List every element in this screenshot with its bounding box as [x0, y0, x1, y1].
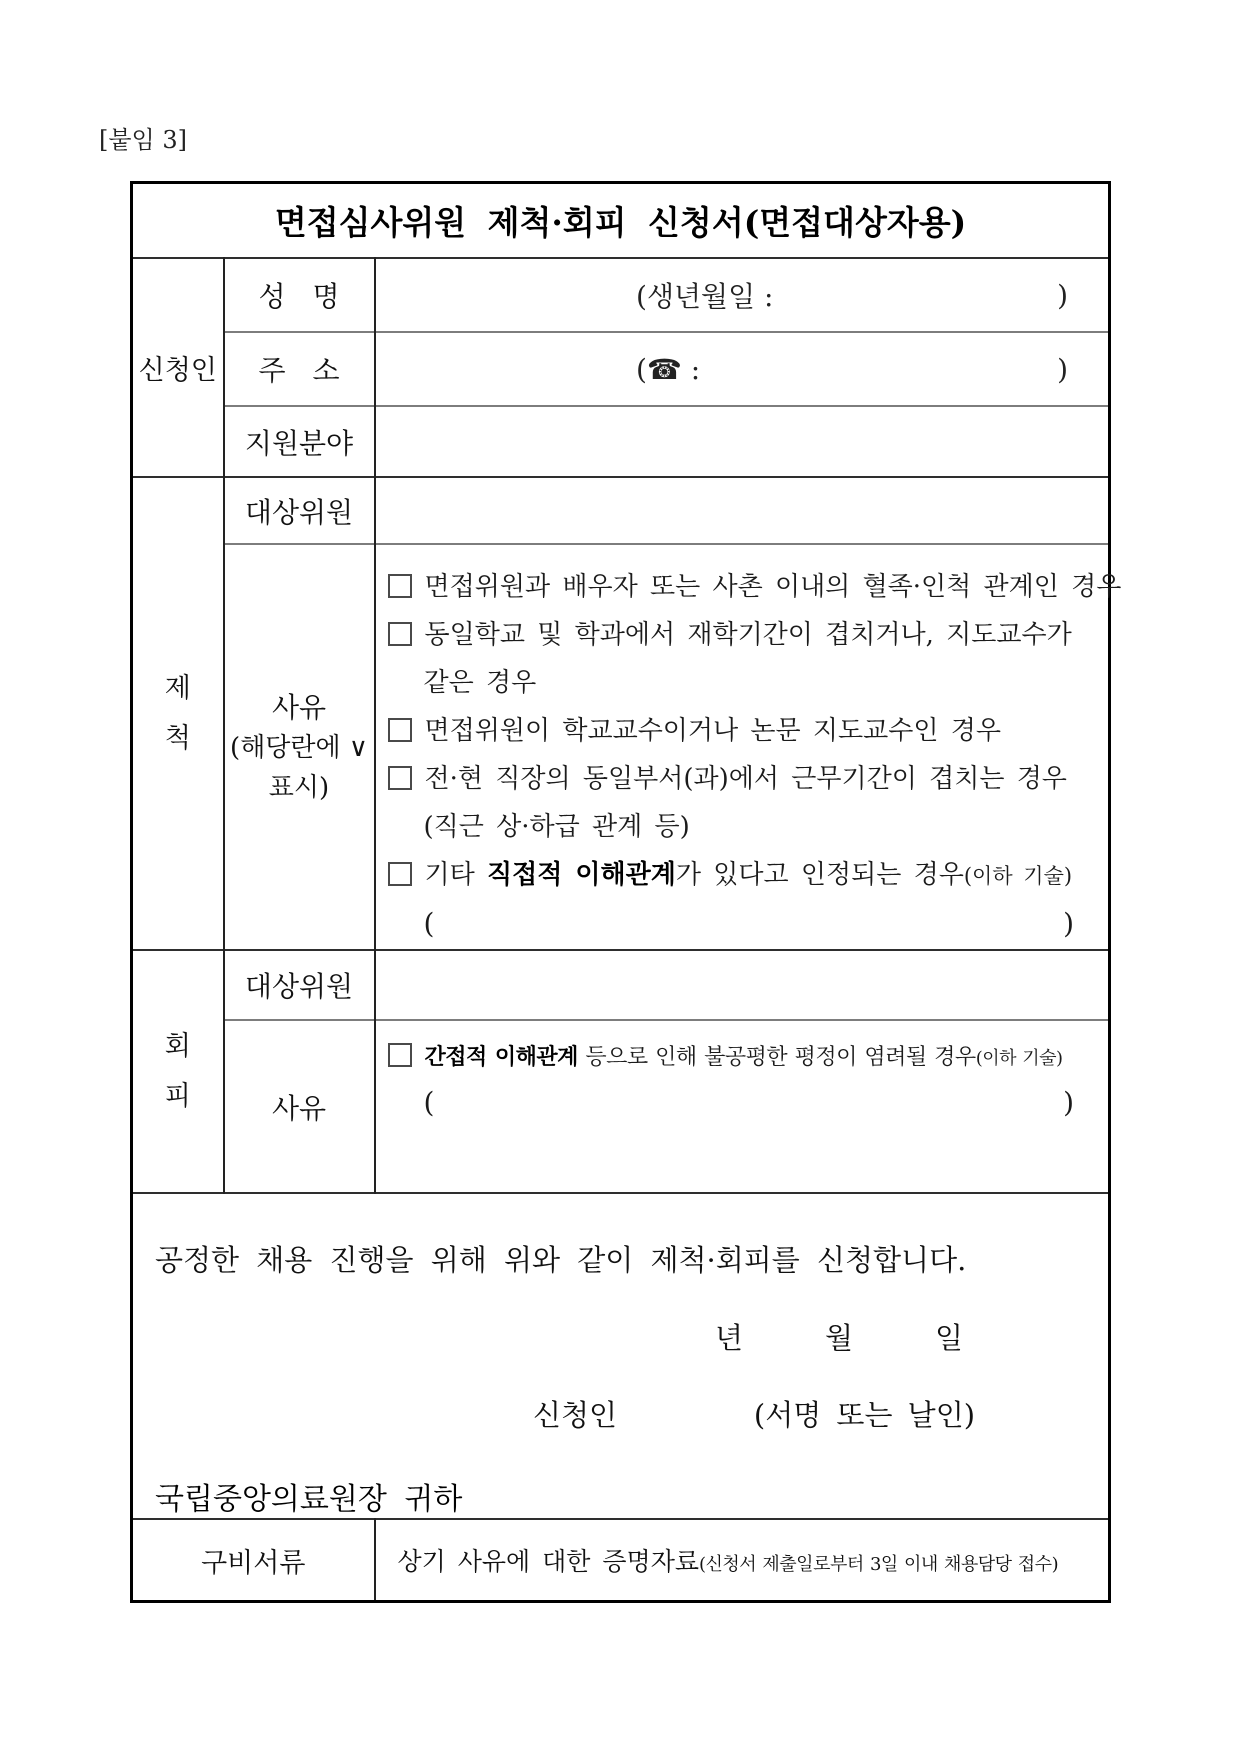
exclusion-reason-note-line1: (해당란에 ∨	[230, 733, 368, 763]
documents-label: 구비서류	[132, 1519, 375, 1602]
checkbox-exclusion-3[interactable]	[388, 718, 412, 742]
exclusion-open-paren: (	[423, 907, 435, 940]
address-label: 주 소	[224, 332, 375, 406]
exclusion-item-3	[388, 707, 1083, 755]
exclusion-reason-label: 사유	[271, 691, 327, 724]
exclusion-item-4-cont	[388, 803, 1083, 851]
exclusion-reason-label-cell	[224, 544, 375, 950]
exclusion-write-in-area[interactable]	[388, 900, 1083, 948]
exclusion-item-2	[388, 611, 1083, 659]
exclusion-item-5-small: (이하 기술)	[963, 864, 1073, 888]
recusal-item-small: (이하 기술)	[975, 1048, 1063, 1069]
exclusion-item-5-bold: 직접적 이해관계	[487, 860, 676, 890]
sign-note: (서명 또는 날인)	[753, 1398, 976, 1432]
recusal-item-post: 등으로 인해 불공평한 평정이 염려될 경우	[577, 1045, 976, 1070]
phone-close-paren: )	[1057, 352, 1069, 386]
birthdate-close-paren: )	[1057, 278, 1069, 312]
recusal-group-label	[132, 950, 224, 1193]
exclusion-item-1-text: 면접위원과 배우자 또는 사촌 이내의 혈족·인척 관계인 경우	[424, 572, 1122, 602]
exclusion-item-4	[388, 755, 1083, 803]
documents-small-note: (신청서 제출일로부터 3일 이내 채용담당 접수)	[699, 1554, 1059, 1575]
exclusion-item-4-cont-text: (직근 상·하급 관계 등)	[423, 812, 690, 842]
checkbox-exclusion-2[interactable]	[388, 622, 412, 646]
date-line[interactable]	[133, 1316, 1108, 1357]
checkbox-exclusion-1[interactable]	[388, 574, 412, 598]
applicant-group-label: 신청인	[132, 258, 224, 477]
phone-label: (☎ :	[636, 352, 701, 386]
phone-paren-group[interactable]	[636, 353, 1068, 386]
recusal-item-bold: 간접적 이해관계	[424, 1044, 578, 1070]
name-label: 성 명	[224, 258, 375, 332]
page-title: 면접심사위원 제척·회피 신청서(면접대상자용)	[132, 183, 1110, 259]
recusal-target-input-area[interactable]	[375, 950, 1110, 1020]
recusal-group-char-1: 회	[164, 1030, 191, 1062]
recusal-write-in-area[interactable]	[388, 1081, 1083, 1125]
exclusion-item-2-cont	[388, 659, 1083, 707]
recusal-target-label: 대상위원	[224, 950, 375, 1020]
exclusion-target-input-area[interactable]	[375, 477, 1110, 544]
recusal-open-paren: (	[423, 1086, 435, 1119]
application-form-table	[130, 181, 1122, 1603]
exclusion-item-1	[388, 563, 1122, 611]
exclusion-item-5	[388, 851, 1083, 900]
exclusion-item-3-text: 면접위원이 학교교수이거나 논문 지도교수인 경우	[424, 716, 1001, 746]
signer-label: 신청인	[533, 1398, 618, 1432]
exclusion-close-paren: )	[1063, 907, 1075, 940]
recusal-reason-cell	[375, 1020, 1110, 1193]
exclusion-reason-cell	[375, 544, 1122, 950]
exclusion-target-label: 대상위원	[224, 477, 375, 544]
checkbox-exclusion-4[interactable]	[388, 766, 412, 790]
exclusion-group-char-2: 척	[164, 722, 191, 754]
exclusion-item-4-text: 전·현 직장의 동일부서(과)에서 근무기간이 겹치는 경우	[424, 764, 1067, 794]
recusal-close-paren: )	[1063, 1086, 1075, 1119]
date-month-label: 월	[825, 1321, 854, 1355]
birthdate-paren-group[interactable]	[636, 275, 1068, 315]
checkbox-recusal[interactable]	[388, 1043, 412, 1067]
address-input-area[interactable]	[375, 332, 1110, 406]
name-input-area[interactable]	[375, 258, 1110, 332]
exclusion-item-2-cont-text: 같은 경우	[423, 668, 537, 698]
exclusion-group-label	[132, 477, 224, 950]
signature-line[interactable]	[133, 1393, 1108, 1434]
statement-text: 공정한 채용 진행을 위해 위와 같이 제척·회피를 신청합니다.	[155, 1243, 967, 1277]
recusal-reason-label: 사유	[224, 1020, 375, 1193]
date-day-label: 일	[935, 1321, 964, 1355]
recusal-item	[388, 1035, 1083, 1081]
attachment-label: [붙임 3]	[99, 126, 187, 154]
statement-section	[132, 1193, 1110, 1519]
birthdate-label: (생년월일 :	[636, 280, 774, 313]
exclusion-reason-note-line2: 표시)	[268, 773, 330, 803]
checkbox-exclusion-5[interactable]	[388, 862, 412, 886]
apply-field-input-area[interactable]	[375, 406, 1110, 477]
exclusion-item-2-text: 동일학교 및 학과에서 재학기간이 겹치거나, 지도교수가	[424, 620, 1072, 650]
apply-field-label: 지원분야	[224, 406, 375, 477]
documents-content	[375, 1519, 1110, 1602]
exclusion-group-char-1: 제	[164, 672, 191, 704]
date-year-label: 년	[714, 1321, 743, 1355]
recusal-group-char-2: 피	[164, 1080, 191, 1112]
exclusion-item-5-post: 가 있다고 인정되는 경우	[675, 860, 964, 890]
addressee: 국립중앙의료원장 귀하	[155, 1482, 463, 1517]
exclusion-item-5-pre: 기타	[424, 860, 487, 890]
documents-text: 상기 사유에 대한 증명자료	[397, 1547, 699, 1576]
